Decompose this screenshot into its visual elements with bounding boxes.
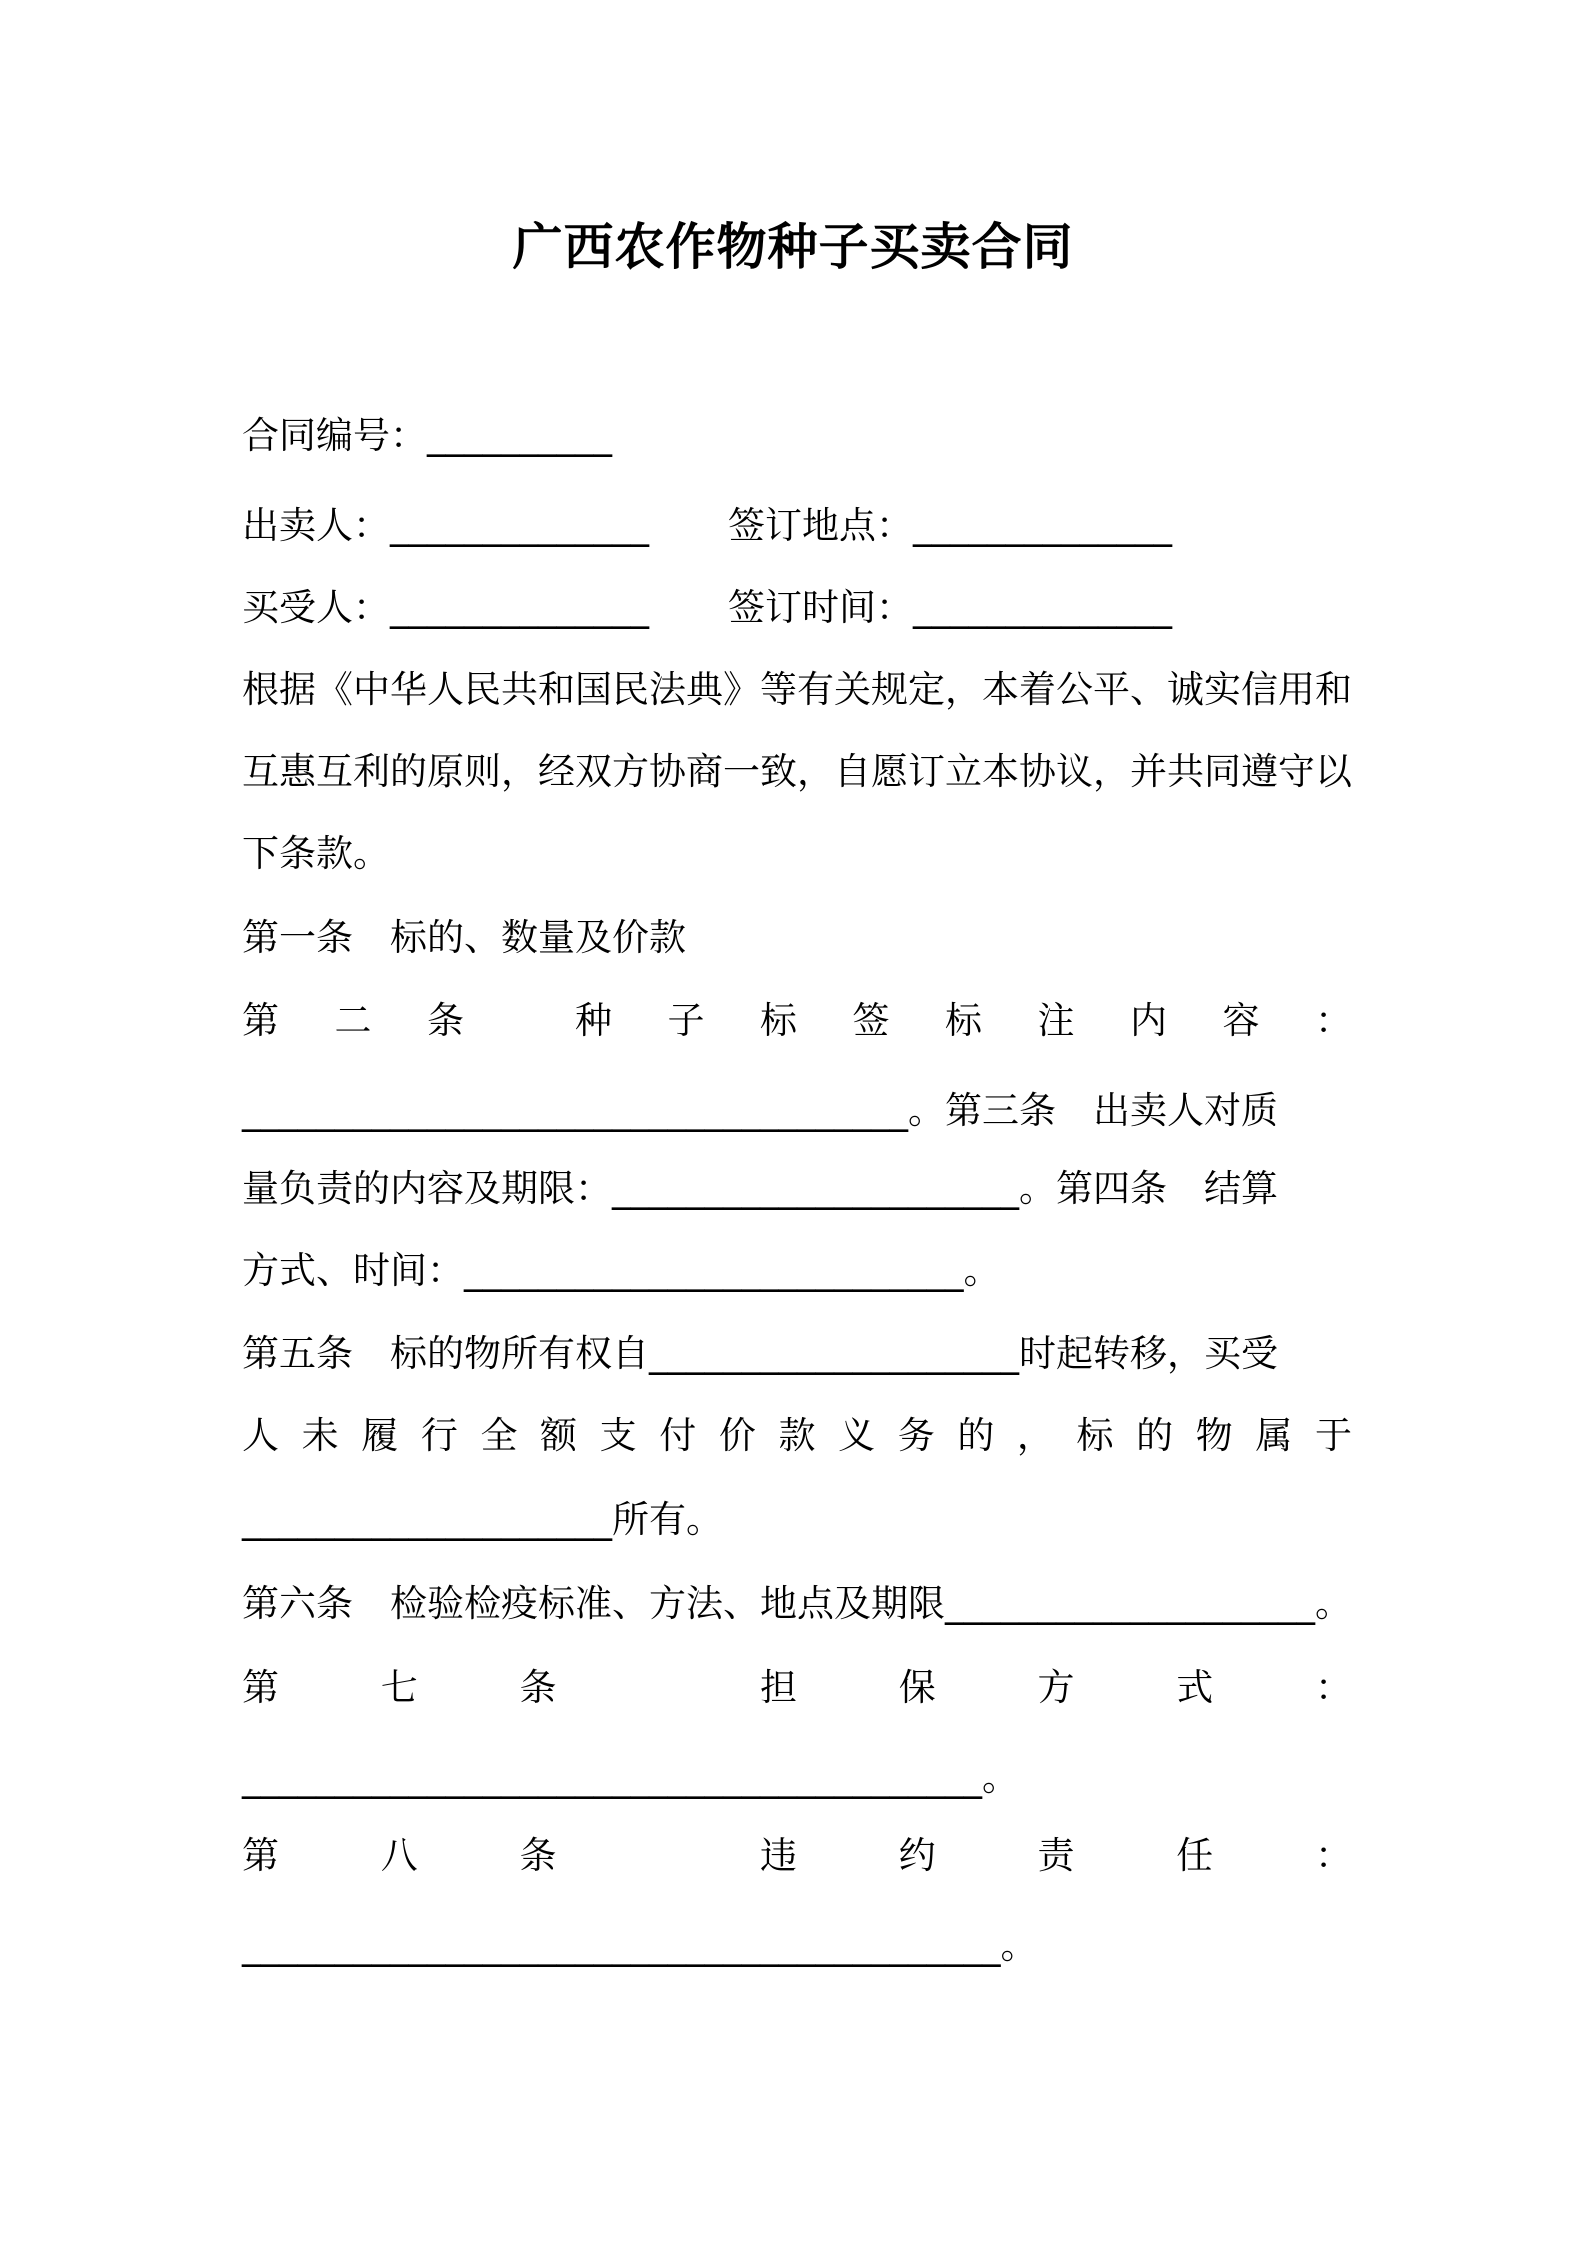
article-7-char: 式 xyxy=(1176,1666,1214,1709)
article-5-char: 务 xyxy=(897,1414,935,1457)
article-2-char: 注 xyxy=(1037,999,1075,1042)
article-5-char: 款 xyxy=(778,1414,816,1457)
article-8-char: 任 xyxy=(1176,1834,1214,1877)
article-7-char: 条 xyxy=(519,1666,557,1709)
article-5-char: 标 xyxy=(1076,1414,1114,1457)
article-2-char: 条 xyxy=(427,999,464,1042)
article-8-char: 条 xyxy=(519,1834,557,1877)
article-2-char: 第 xyxy=(242,999,279,1042)
article-8-char: 八 xyxy=(380,1834,418,1877)
article-5-char: 全 xyxy=(480,1414,518,1457)
article-2-char: 标 xyxy=(945,999,982,1042)
article-5-char: 支 xyxy=(599,1414,637,1457)
article-2-heading xyxy=(242,995,1352,1047)
article-5-char: 人 xyxy=(242,1414,279,1457)
article-7-char: 方 xyxy=(1037,1666,1075,1709)
article-7-char: 第 xyxy=(242,1666,279,1709)
article-2-char: 二 xyxy=(334,999,372,1042)
article-8-char: 违 xyxy=(760,1834,797,1877)
preamble-line-2: 互惠互利的原则，经双方协商一致，自愿订立本协议，并共同遵守以 xyxy=(242,750,1352,793)
article-8-blank: _________________________________________。 xyxy=(242,1924,1038,1967)
article-8-char: 责 xyxy=(1037,1834,1075,1877)
buyer-field: 买受人：______________ xyxy=(242,586,649,629)
article-5-char: ， xyxy=(1016,1414,1054,1457)
article-2-char: 种 xyxy=(575,999,612,1042)
article-5-line-1: 第五条 标的物所有权自____________________时起转移，买受 xyxy=(242,1332,1278,1375)
seller-field: 出卖人：______________ xyxy=(242,504,649,547)
buyer-line xyxy=(242,582,1362,634)
contract-number-line: 合同编号：__________ xyxy=(242,414,612,457)
article-5-line-3: ____________________所有。 xyxy=(242,1498,723,1541)
article-7-char: 保 xyxy=(898,1666,936,1709)
article-2-3-line: ____________________________________。第三条 出卖人对质 xyxy=(242,1089,1278,1132)
article-2-char: 标 xyxy=(760,999,797,1042)
sign-time-field: 签订时间：______________ xyxy=(728,586,1172,629)
article-2-char: 签 xyxy=(852,999,890,1042)
article-3-4-line: 量负责的内容及期限：______________________。第四条 结算 xyxy=(242,1167,1278,1210)
seller-line xyxy=(242,500,1362,552)
article-2-char: ： xyxy=(1315,999,1352,1042)
article-5-char: 义 xyxy=(838,1414,876,1457)
article-7-char: 担 xyxy=(760,1666,797,1709)
article-5-char: 行 xyxy=(420,1414,458,1457)
article-5-char: 于 xyxy=(1314,1414,1352,1457)
article-5-char: 未 xyxy=(301,1414,339,1457)
article-5-line-2 xyxy=(242,1410,1352,1462)
article-2-char: 内 xyxy=(1130,999,1167,1042)
article-2-char: 子 xyxy=(667,999,705,1042)
article-6: 第六条 检验检疫标准、方法、地点及期限____________________。 xyxy=(242,1582,1352,1625)
article-7-char: ： xyxy=(1315,1666,1352,1709)
article-5-char: 属 xyxy=(1255,1414,1293,1457)
document-title: 广西农作物种子买卖合同 xyxy=(512,218,1074,276)
article-5-char: 付 xyxy=(659,1414,697,1457)
article-5-char: 的 xyxy=(1136,1414,1174,1457)
article-4-line: 方式、时间：___________________________。 xyxy=(242,1249,1001,1292)
article-2-char: 容 xyxy=(1222,999,1260,1042)
preamble-line-1: 根据《中华人民共和国民法典》等有关规定，本着公平、诚实信用和 xyxy=(242,668,1352,711)
article-7-char: 七 xyxy=(380,1666,418,1709)
article-5-char: 额 xyxy=(540,1414,578,1457)
article-5-char: 价 xyxy=(718,1414,756,1457)
article-5-char: 的 xyxy=(957,1414,995,1457)
article-5-char: 履 xyxy=(361,1414,399,1457)
article-8-char: ： xyxy=(1315,1834,1352,1877)
article-7-blank: ________________________________________。 xyxy=(242,1756,1019,1799)
preamble-line-3: 下条款。 xyxy=(242,832,390,875)
article-7-heading xyxy=(242,1662,1352,1714)
article-8-char: 第 xyxy=(242,1834,279,1877)
article-1: 第一条 标的、数量及价款 xyxy=(242,916,686,959)
article-5-char: 物 xyxy=(1195,1414,1233,1457)
article-8-heading xyxy=(242,1830,1352,1882)
sign-place-field: 签订地点：______________ xyxy=(728,504,1172,547)
article-8-char: 约 xyxy=(898,1834,936,1877)
